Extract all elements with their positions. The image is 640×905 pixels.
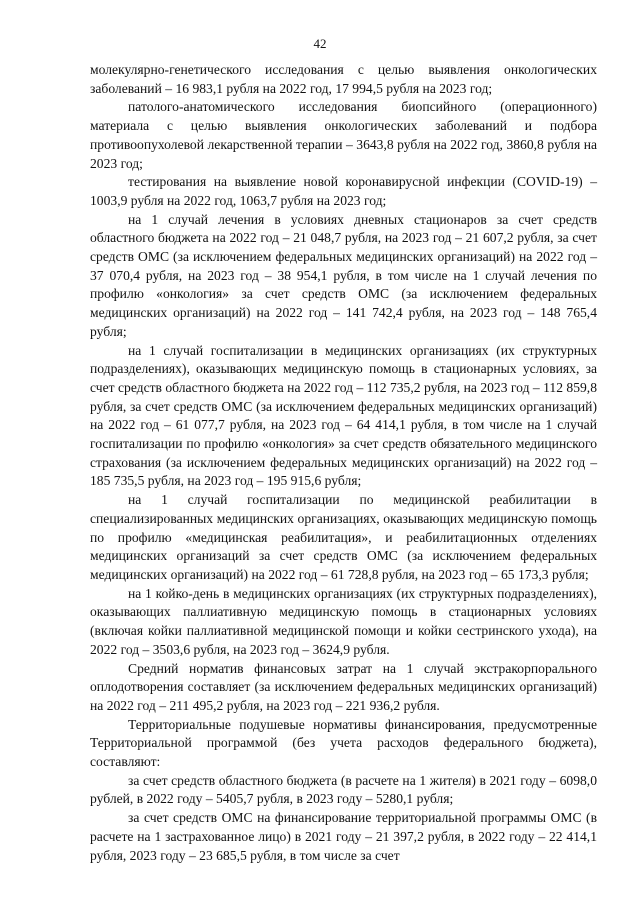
paragraph-palliative-bed-day: на 1 койко-день в медицинских организациях (их структурных подразделениях), оказывающих паллиативную медицинскую помощь в стационарных условиях (включая койки паллиативной медицинской помощи и койки сестринского ухода), на 2022 год – 3503,6 рубля, на 2023 год – 3624,9 рубля. <box>90 585 597 657</box>
paragraph-rehabilitation: на 1 случай госпитализации по медицинской реабилитации в специализированных медицинских организациях, оказывающих медицинскую помощь по профилю «медицинская реабилитация», и реабилитационных отделениях медицинских организаций за счет средств ОМС (за исключением федеральных медицинских организаций) на 2022 год – 61 728,8 рубля, на 2023 год – 65 173,3 рубля; <box>90 492 597 582</box>
paragraph-day-hospital: на 1 случай лечения в условиях дневных стационаров за счет средств областного бюджета на 2022 год – 21 048,7 рубля, на 2023 год – 21 607,2 рубля, за счет средств ОМС (за исключением федеральных медицинских организаций) на 2022 год – 37 070,4 рубля, на 2023 год – 38 954,1 рубля, в том числе на 1 случай лечения по профилю «онкология» за счет средств ОМС (за исключением федеральных медицинских организаций) на 2022 год – 141 742,4 рубля, на 2023 год – 148 765,4 рубля; <box>90 211 597 339</box>
paragraph-covid-testing: тестирования на выявление новой коронавирусной инфекции (COVID-19) – 1003,9 рубля на 2022 год, 1063,7 рубля на 2023 год; <box>90 174 597 208</box>
document-body <box>90 61 597 865</box>
paragraph-oms-funding: за счет средств ОМС на финансирование территориальной программы ОМС (в расчете на 1 застрахованное лицо) в 2021 году – 21 397,2 рубля, в 2022 году – 22 414,1 рубля, 2023 году – 23 685,5 рубля, в том числе за счет <box>90 810 597 863</box>
paragraph-regional-budget: за счет средств областного бюджета (в расчете на 1 жителя) в 2021 году – 6098,0 рублей, в 2022 году – 5405,7 рубля, в 2023 году – 5280,1 рубля; <box>90 772 597 807</box>
paragraph-hospitalization: на 1 случай госпитализации в медицинских организациях (их структурных подразделениях), оказывающих медицинскую помощь в стационарных условиях, за счет средств областного бюджета на 2022 год – 112 735,2 рубля, на 2023 год – 112 859,8 рубля, за счет средств ОМС (за исключением федеральных медицинских организаций) на 2022 год – 61 077,7 рубля, на 2023 год – 64 414,1 рубля, в том числе на 1 случай госпитализации по профилю «онкология» за счет средств обязательного медицинского страхования (за исключением федеральных медицинских организаций) на 2022 год – 185 735,5 рубля, на 2023 год – 195 915,6 рубля; <box>90 342 597 489</box>
paragraph-ivf-norm: Средний норматив финансовых затрат на 1 случай экстракорпорального оплодотворения составляет (за исключением федеральных медицинских организаций) на 2022 год – 211 495,2 рубля, на 2023 год – 221 936,2 рубля. <box>90 660 597 713</box>
paragraph-molecular-genetic: молекулярно-генетического исследования с целью выявления онкологических заболеваний – 16 983,1 рубля на 2022 год, 17 994,5 рубля на 2023 год; <box>90 62 597 96</box>
paragraph-per-capita-norms: Территориальные подушевые нормативы финансирования, предусмотренные Территориальной программой (без учета расходов федерального бюджета), составляют: <box>90 716 597 770</box>
paragraph-pathology: патолого-анатомического исследования биопсийного (операционного) материала с целью выявления онкологических заболеваний и подбора противоопухолевой лекарственной терапии – 3643,8 рубля на 2022 год, 3860,8 рубля на 2023 год; <box>90 99 597 171</box>
page-number: 42 <box>313 36 327 51</box>
